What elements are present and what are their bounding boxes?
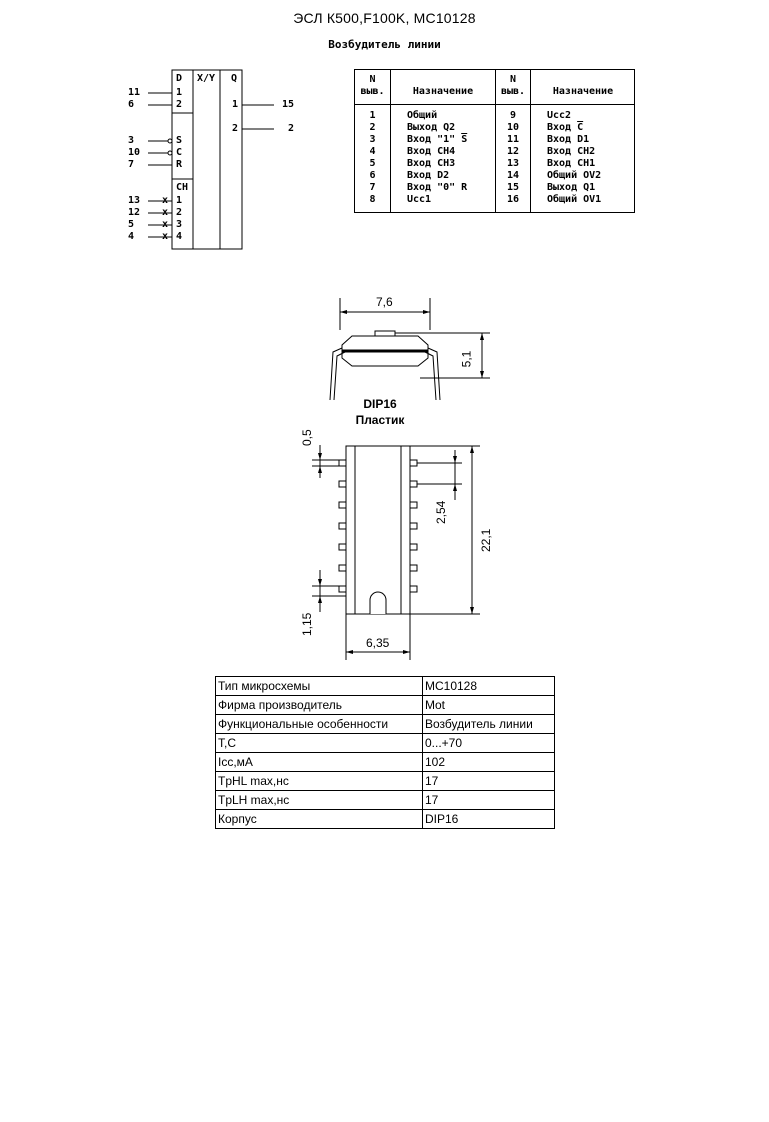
package-width-dim: 7,6 (376, 295, 393, 309)
spec-key: T,C (216, 734, 423, 753)
pin-label-int: 3 (176, 219, 183, 230)
pin-function: Вход CH3 (407, 158, 456, 169)
pin-function: Вход D1 (547, 134, 590, 145)
pin-label-ext: 10 (128, 147, 141, 158)
table-row (216, 734, 555, 753)
pin-label-ext: 11 (128, 87, 141, 98)
pin-label-ext: 5 (128, 219, 135, 230)
ch-mark: x (162, 219, 169, 230)
pin-function: Общий OV2 (547, 170, 602, 181)
pin-number: 9 (509, 110, 517, 121)
package-top-view (300, 428, 500, 663)
pin-function: Выход Q1 (547, 182, 596, 193)
package-height-dim: 5,1 (459, 350, 474, 368)
table-row (216, 791, 555, 810)
pin-number: 3 (369, 134, 376, 145)
pin-label-int: 2 (176, 207, 183, 218)
pin-number: 5 (369, 158, 376, 169)
pin-number: 10 (506, 122, 520, 133)
ch-mark: x (162, 207, 169, 218)
pin-function: Вход D2 (407, 170, 450, 181)
pin-function: Вход CH4 (407, 146, 456, 157)
pin-label-int: S (176, 135, 183, 146)
pin-label-ext: 4 (128, 231, 135, 242)
pin-number: 15 (506, 182, 520, 193)
pin-number: 4 (369, 146, 376, 157)
pin-assignment-table (354, 69, 635, 213)
pin-function: Выход Q2 (407, 122, 456, 133)
spec-key: TpLH max,нс (216, 791, 423, 810)
pin-label-ext: 15 (282, 99, 295, 110)
package-name: DIP16 (363, 397, 397, 411)
pin-number: 16 (506, 194, 520, 205)
pin-function: Общий OV1 (547, 194, 602, 205)
spec-value: 0...+70 (423, 734, 555, 753)
spec-value: 17 (423, 772, 555, 791)
table-row (216, 696, 555, 715)
pin-number: 2 (369, 122, 376, 133)
col-d-label: D (176, 73, 183, 84)
pin-label-int: 2 (232, 123, 239, 134)
pin-function: Вход "0" R (407, 182, 468, 193)
pin-label-int: 2 (176, 99, 183, 110)
header-name: Назначение (412, 86, 474, 97)
pin-function: Вход CH1 (547, 158, 596, 169)
table-row (216, 753, 555, 772)
col-q-label: Q (231, 73, 238, 84)
table-row (216, 677, 555, 696)
pin-label-ext: 12 (128, 207, 141, 218)
pin-label-int: 1 (232, 99, 239, 110)
spec-value: 102 (423, 753, 555, 772)
table-row (216, 772, 555, 791)
logic-symbol-frame (115, 66, 305, 256)
pitch-dim: 2,54 (434, 500, 448, 524)
pin-function: Вход CH2 (547, 146, 596, 157)
pin-label-ext: 3 (128, 135, 135, 146)
pin-function: Общий (407, 110, 438, 121)
pin-label-int: C (176, 147, 183, 158)
header-n: N (509, 74, 517, 85)
package-material: Пластик (355, 413, 405, 427)
end-offset-dim: 1,15 (300, 612, 314, 636)
spec-value: Mot (423, 696, 555, 715)
spec-key: Тип микросхемы (216, 677, 423, 696)
pin-label-int: 4 (176, 231, 183, 242)
spec-key: TpHL max,нс (216, 772, 423, 791)
pin-number: 11 (506, 134, 520, 145)
ch-mark: x (162, 231, 169, 242)
spec-value: DIP16 (423, 810, 555, 829)
spec-table (215, 676, 555, 829)
pin-function: Вход $\overline{C}$ (547, 122, 584, 133)
pin-number: 13 (506, 158, 520, 169)
header-n: N (369, 74, 376, 85)
pin-number: 1 (369, 110, 376, 121)
pin-number: 14 (506, 170, 520, 181)
table-row (216, 810, 555, 829)
spec-value: Возбудитель линии (423, 715, 555, 734)
spec-value: MC10128 (423, 677, 555, 696)
pin-label-ext: 2 (288, 123, 295, 134)
spec-key: Фирма производитель (216, 696, 423, 715)
pin-label-int: 1 (176, 87, 183, 98)
page-title: ЭСЛ К500,F100K, MC10128 (293, 10, 476, 26)
pin-label-ext: 7 (128, 159, 135, 170)
ch-mark: x (162, 195, 169, 206)
length-dim: 22,1 (479, 528, 493, 552)
header-vyv: выв. (500, 86, 526, 97)
table-row (216, 715, 555, 734)
pin-number: 6 (369, 170, 376, 181)
spec-value: 17 (423, 791, 555, 810)
body-width-dim: 6,35 (366, 636, 390, 650)
spec-key: Функциональные особенности (216, 715, 423, 734)
package-side-view (320, 290, 500, 405)
header-vyv: выв. (360, 86, 385, 97)
pin-number: 12 (506, 146, 520, 157)
pin-number: 8 (369, 194, 376, 205)
col-xy-label: X/Y (197, 73, 216, 84)
pin-label-ext: 6 (128, 99, 135, 110)
pin-label-ext: 13 (128, 195, 141, 206)
pin-label-int: R (176, 159, 183, 170)
pin-function: Ucc1 (407, 194, 432, 205)
spec-key: Корпус (216, 810, 423, 829)
pin-number: 7 (369, 182, 376, 193)
header-name: Назначение (552, 86, 614, 97)
ch-label: CH (176, 182, 189, 193)
pin-label-int: 1 (176, 195, 183, 206)
pin-function: Вход "1" $\overline{S}$ (407, 134, 468, 145)
spec-key: Icc,мА (216, 753, 423, 772)
lead-width-dim: 0,5 (300, 429, 314, 446)
page-subtitle: Возбудитель линии (328, 38, 441, 51)
pin-function: Ucc2 (547, 110, 572, 121)
